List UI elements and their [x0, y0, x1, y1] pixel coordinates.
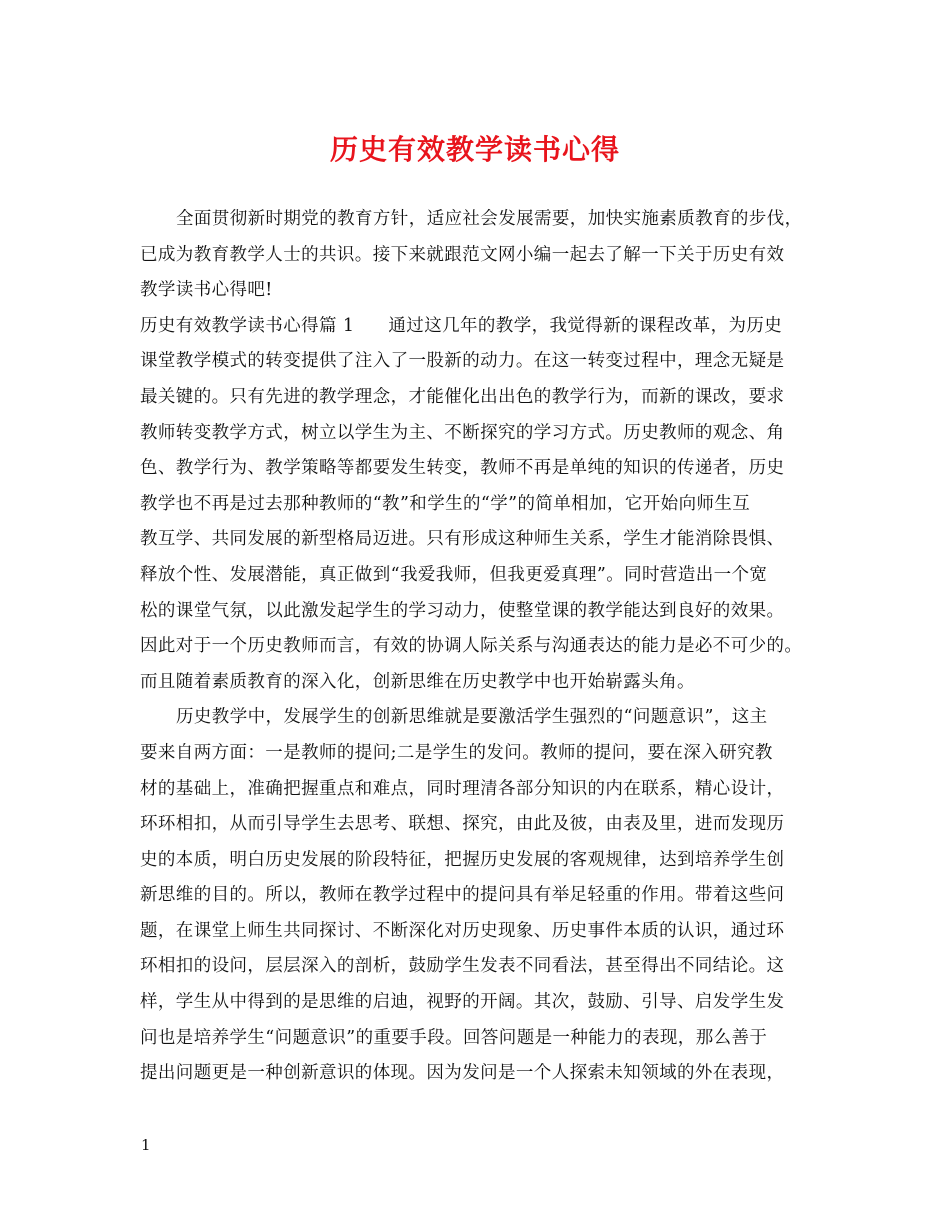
document-title: 历史有效教学读书心得 — [329, 133, 620, 166]
text-line: 教学也不再是过去那种教师的“教”和学生的“学”的简单相加，它开始向师生互 — [140, 493, 751, 514]
text-line: 色、教学行为、教学策略等都要发生转变，教师不再是单纯的知识的传递者，历史 — [140, 458, 785, 479]
intro-paragraph — [140, 202, 830, 309]
text-line: 教互学、共同发展的新型格局迈进。只有形成这种师生关系，学生才能消除畏惧、 — [140, 529, 785, 550]
section-heading-line — [140, 309, 830, 345]
text-line: 全面贯彻新时期党的教育方针，适应社会发展需要，加快实施素质教育的步伐， — [176, 209, 803, 229]
text-line: 教学读书心得吧! — [140, 280, 273, 301]
text-line: 教师转变教学方式，树立以学生为主、不断探究的学习方式。历史教师的观念、角 — [140, 422, 785, 443]
text-line: 问也是培养学生“问题意识”的重要手段。回答问题是一种能力的表现，那么善于 — [140, 1027, 768, 1048]
text-line: 最关键的。只有先进的教学理念，才能催化出出色的教学行为，而新的课改，要求 — [140, 386, 785, 407]
text-line: 新思维的目的。所以，教师在教学过程中的提问具有举足轻重的作用。带着这些问 — [140, 885, 785, 906]
text-line: 史的本质，明白历史发展的阶段特征，把握历史发展的客观规律，达到培养学生创 — [140, 849, 785, 870]
text-line: 历史教学中，发展学生的创新思维就是要激活学生强烈的“问题意识”，这主 — [176, 707, 768, 728]
text-line: 已成为教育教学人士的共识。接下来就跟范文网小编一起去了解一下关于历史有效 — [140, 244, 785, 265]
page-number: 1 — [141, 1136, 151, 1154]
section-one — [140, 309, 830, 701]
document-body — [140, 202, 830, 1092]
text-line: 通过这几年的教学，我觉得新的课程改革，为历史 — [388, 315, 783, 336]
text-line: 而且随着素质教育的深入化，创新思维在历史教学中也开始崭露头角。 — [140, 671, 695, 692]
text-line: 环环相扣，从而引导学生去思考、联想、探究，由此及彼，由表及里，进而发现历 — [140, 814, 785, 835]
text-line: 环相扣的设问，层层深入的剖析，鼓励学生发表不同看法，甚至得出不同结论。这 — [140, 956, 785, 977]
text-line: 样，学生从中得到的是思维的启迪，视野的开阔。其次，鼓励、引导、启发学生发 — [140, 992, 785, 1013]
text-line: 课堂教学模式的转变提供了注入了一股新的动力。在这一转变过程中，理念无疑是 — [140, 351, 785, 372]
text-line: 题，在课堂上师生共同探讨、不断深化对历史现象、历史事件本质的认识，通过环 — [140, 920, 785, 941]
section-heading: 历史有效教学读书心得篇 1 — [140, 315, 355, 336]
paragraph-two — [140, 700, 830, 1092]
text-line: 材的基础上，准确把握重点和难点，同时理清各部分知识的内在联系，精心设计， — [140, 778, 785, 799]
text-line: 松的课堂气氛，以此激发起学生的学习动力，使整堂课的教学能达到良好的效果。 — [140, 600, 785, 621]
text-line: 提出问题更是一种创新意识的体现。因为发问是一个人探索未知领域的外在表现， — [140, 1063, 785, 1084]
text-line: 要来自两方面：一是教师的提问;二是学生的发问。教师的提问，要在深入研究教 — [140, 742, 773, 763]
text-line: 因此对于一个历史教师而言，有效的协调人际关系与沟通表达的能力是必不可少的。 — [140, 636, 803, 657]
text-line: 释放个性、发展潜能，真正做到“我爱我师，但我更爱真理”。同时营造出一个宽 — [140, 564, 768, 585]
